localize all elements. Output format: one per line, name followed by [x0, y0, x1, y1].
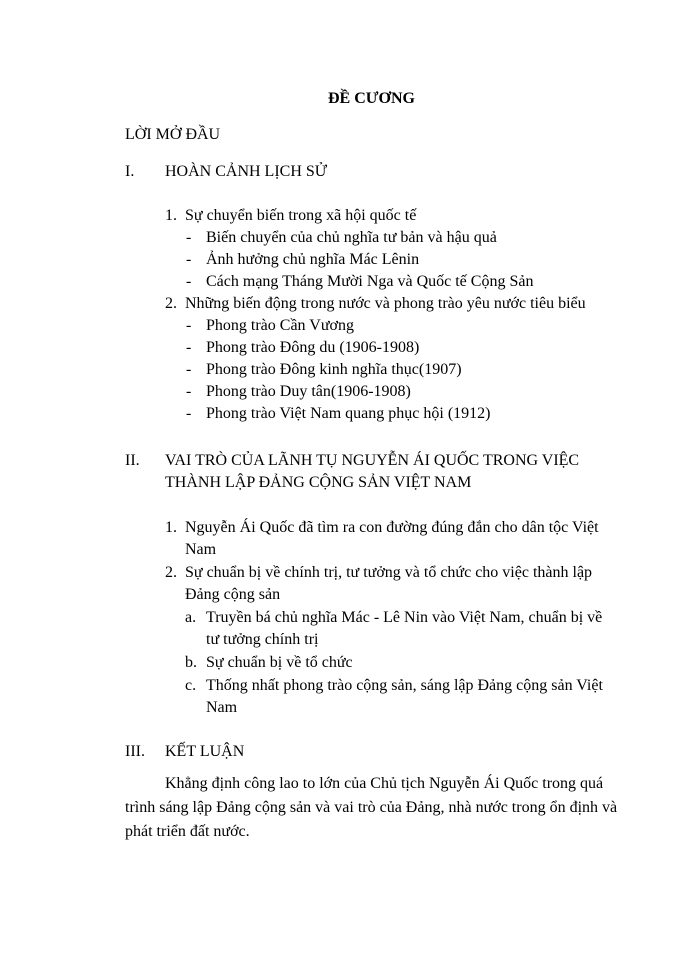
section-2-item-2-line-1: Sự chuẩn bị về chính trị, tư tưởng và tổ chức cho việc thành lập: [185, 564, 593, 581]
section-1-item-1-text: Sự chuyển biến trong xã hội quốc tế: [185, 207, 417, 224]
list-bullet: -: [186, 361, 192, 378]
sub-item-line-1: Thống nhất phong trào cộng sản, sáng lập Đảng cộng sản Việt: [206, 677, 603, 694]
section-2-heading-line-1: VAI TRÒ CỦA LÃNH TỤ NGUYỄN ÁI QUỐC TRONG VIỆC: [165, 452, 580, 469]
list-bullet: -: [186, 383, 192, 400]
section-1-heading: HOÀN CẢNH LỊCH SỬ: [165, 163, 328, 180]
list-item: Ảnh hưởng chủ nghĩa Mác Lênin: [206, 251, 420, 268]
section-2-item-1-marker: 1.: [165, 519, 177, 536]
list-item: Phong trào Việt Nam quang phục hội (1912): [206, 405, 491, 422]
list-item: Phong trào Duy tân(1906-1908): [206, 383, 411, 400]
conclusion-paragraph-line-1: Khẳng định công lao to lớn của Chủ tịch Nguyễn Ái Quốc trong quá: [165, 775, 604, 792]
list-bullet: -: [186, 273, 192, 290]
section-2-heading-line-2: THÀNH LẬP ĐẢNG CỘNG SẢN VIỆT NAM: [165, 474, 472, 491]
section-3-numeral: III.: [125, 743, 145, 760]
sub-item-line-1: Sự chuẩn bị về tổ chức: [206, 654, 353, 671]
section-1-item-1-marker: 1.: [165, 207, 177, 224]
section-2-item-2-line-2: Đảng cộng sản: [185, 586, 281, 603]
sub-item-marker: c.: [185, 677, 197, 694]
sub-item-marker: a.: [185, 609, 197, 626]
list-item: Phong trào Đông du (1906-1908): [206, 339, 420, 356]
list-bullet: -: [186, 251, 192, 268]
sub-item-line-2: Nam: [206, 699, 238, 716]
sub-item-line-1: Truyền bá chủ nghĩa Mác - Lê Nin vào Việt Nam, chuẩn bị về: [206, 609, 603, 626]
list-item: Phong trào Cần Vương: [206, 317, 354, 334]
section-1-numeral: I.: [125, 163, 135, 180]
list-item: Phong trào Đông kinh nghĩa thục(1907): [206, 361, 462, 378]
list-bullet: -: [186, 339, 192, 356]
section-1-item-2-marker: 2.: [165, 295, 177, 312]
section-1-item-2-text: Những biến động trong nước và phong trào yêu nước tiêu biểu: [185, 295, 586, 312]
section-3-heading: KẾT LUẬN: [165, 743, 245, 760]
sub-item-marker: b.: [185, 654, 197, 671]
list-item: Cách mạng Tháng Mười Nga và Quốc tế Cộng Sản: [206, 273, 534, 290]
list-bullet: -: [186, 317, 192, 334]
list-bullet: -: [186, 405, 192, 422]
section-2-item-1-line-2: Nam: [185, 541, 217, 558]
list-item: Biến chuyển của chủ nghĩa tư bản và hậu quả: [206, 229, 497, 246]
section-2-item-2-marker: 2.: [165, 564, 177, 581]
conclusion-paragraph-line-2: trình sáng lập Đảng cộng sản và vai trò của Đảng, nhà nước trong ổn định và: [125, 799, 618, 816]
conclusion-paragraph-line-3: phát triển đất nước.: [125, 823, 250, 840]
intro-heading: LỜI MỞ ĐẦU: [125, 126, 221, 143]
sub-item-line-2: tư tưởng chính trị: [206, 631, 319, 648]
list-bullet: -: [186, 229, 192, 246]
section-2-item-1-line-1: Nguyễn Ái Quốc đã tìm ra con đường đúng đắn cho dân tộc Việt: [185, 519, 599, 536]
section-2-numeral: II.: [125, 452, 140, 469]
document-title: ĐỀ CƯƠNG: [328, 90, 415, 107]
